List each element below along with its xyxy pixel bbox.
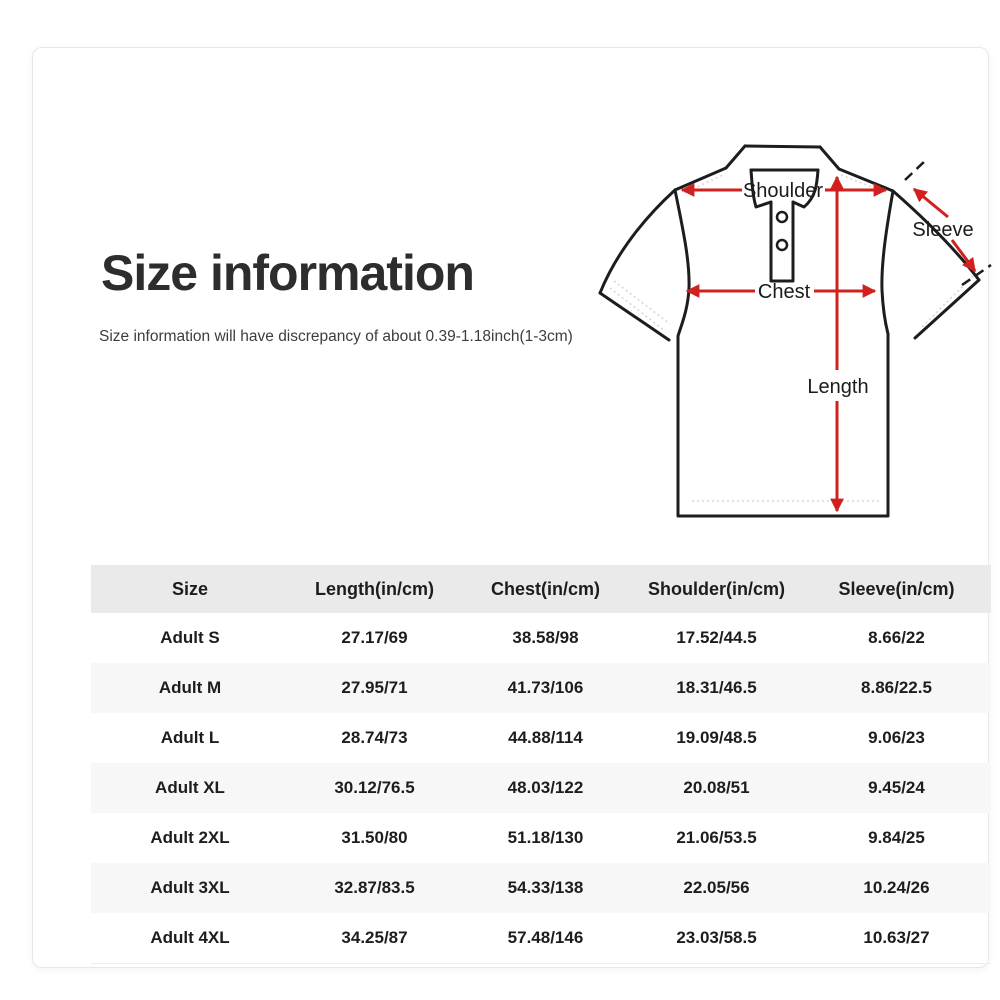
table-cell: 10.63/27: [802, 913, 991, 964]
table-cell: 34.25/87: [289, 913, 460, 964]
table-cell: Adult L: [160, 728, 220, 747]
button-icon: [777, 212, 787, 222]
table-cell: 41.73/106: [507, 678, 584, 697]
table-cell: 20.08/51: [683, 778, 750, 797]
table-cell: 38.58/98: [512, 628, 579, 647]
sleeve-label: Sleeve: [912, 219, 974, 241]
button-icon: [777, 240, 787, 250]
table-cell: 51.18/130: [507, 828, 584, 847]
table-cell: 22.05/56: [683, 878, 750, 897]
length-label: Length: [807, 376, 869, 398]
table-row: [91, 613, 991, 663]
page-title: Size information: [101, 245, 474, 301]
size-info-card: [32, 47, 989, 968]
table-cell: Adult XL: [155, 778, 225, 797]
table-cell: Adult 4XL: [91, 913, 289, 964]
column-header-length-in-cm: Length(in/cm): [289, 565, 460, 613]
table-cell: 9.84/25: [868, 828, 925, 847]
table-row: [91, 663, 991, 713]
column-header-sleeve-in-cm: Sleeve(in/cm): [802, 565, 991, 613]
size-table: [91, 565, 991, 964]
page-subtitle: Size information will have discrepancy of about 0.39-1.18inch(1-3cm): [99, 328, 573, 345]
table-cell: 9.45/24: [868, 778, 925, 797]
table-cell: 8.66/22: [868, 628, 925, 647]
table-cell: 32.87/83.5: [334, 878, 415, 897]
table-row: [91, 863, 991, 913]
column-header-shoulder-in-cm: Shoulder(in/cm): [631, 565, 802, 613]
table-cell: 30.12/76.5: [334, 778, 415, 797]
table-cell: 10.24/26: [863, 878, 930, 897]
table-cell: 54.33/138: [507, 878, 584, 897]
chest-label: Chest: [757, 281, 811, 303]
table-row: [91, 813, 991, 863]
table-cell: Adult M: [158, 678, 222, 697]
table-cell: Adult S: [160, 628, 220, 647]
polo-shirt-measurement-diagram: [585, 130, 1000, 530]
table-cell: 57.48/146: [460, 913, 631, 964]
shoulder-label: Shoulder: [742, 180, 824, 202]
sleeve-extension-tick: [905, 159, 927, 180]
table-cell: 23.03/58.5: [631, 913, 802, 964]
table-cell: 27.95/71: [341, 678, 408, 697]
table-cell: 27.17/69: [341, 628, 408, 647]
table-cell: 21.06/53.5: [676, 828, 757, 847]
table-row: [91, 763, 991, 813]
table-cell: Adult 2XL: [150, 828, 230, 847]
column-header-size: Size: [91, 565, 289, 613]
table-row: [91, 713, 991, 763]
table-cell: Adult 3XL: [150, 878, 230, 897]
table-cell: 18.31/46.5: [676, 678, 757, 697]
table-cell: 8.86/22.5: [861, 678, 932, 697]
size-table-header: [91, 565, 991, 613]
table-cell: 48.03/122: [507, 778, 584, 797]
table-cell: 28.74/73: [341, 728, 408, 747]
table-cell: 9.06/23: [868, 728, 925, 747]
table-cell: 17.52/44.5: [676, 628, 757, 647]
table-row: [91, 913, 991, 964]
column-header-chest-in-cm: Chest(in/cm): [460, 565, 631, 613]
table-cell: 19.09/48.5: [676, 728, 757, 747]
table-cell: 44.88/114: [508, 728, 583, 747]
table-cell: 31.50/80: [341, 828, 408, 847]
